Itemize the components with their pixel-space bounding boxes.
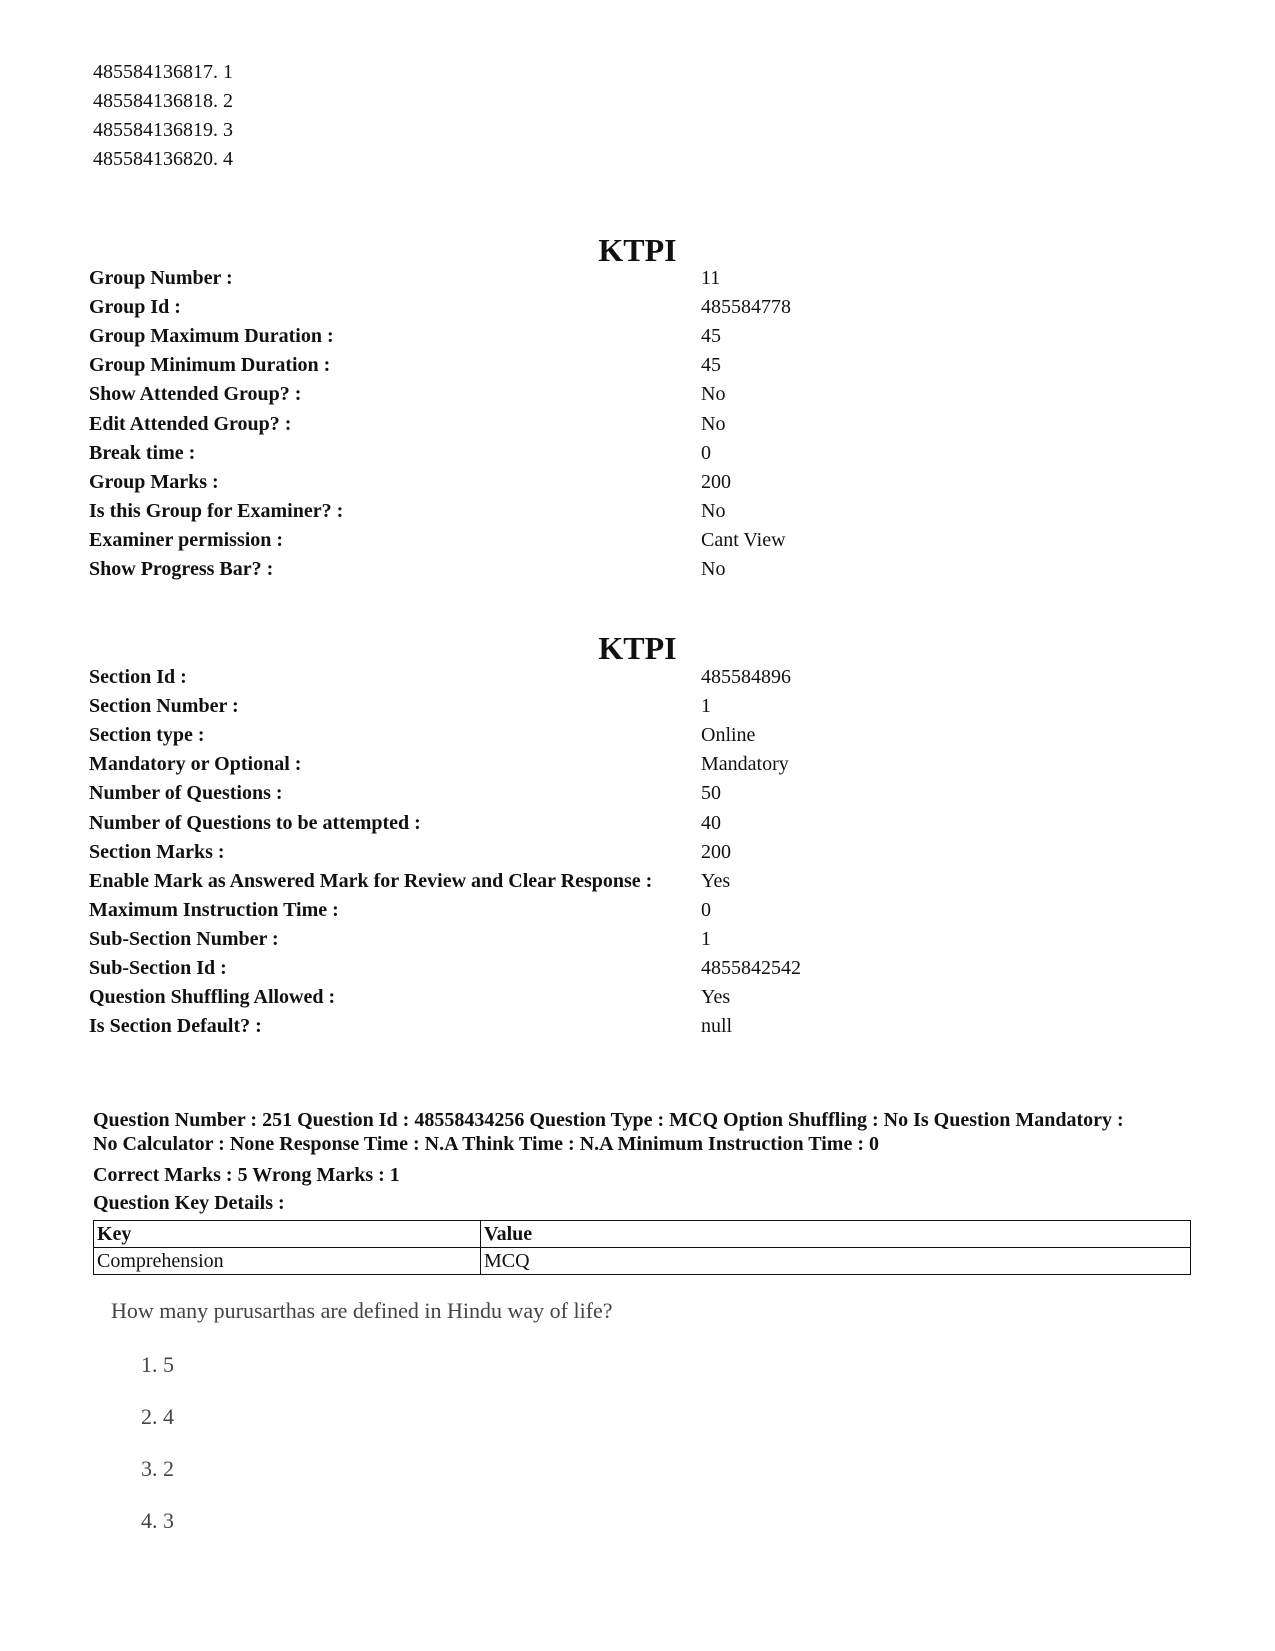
question-key-table	[93, 1220, 1191, 1275]
detail-label: Group Minimum Duration :	[89, 354, 331, 377]
detail-value: 45	[701, 325, 721, 348]
detail-value: 11	[701, 267, 721, 290]
detail-row	[89, 526, 1189, 555]
detail-row	[89, 497, 1189, 526]
detail-label: Is this Group for Examiner? :	[89, 499, 344, 522]
table-cell: MCQ	[481, 1248, 1191, 1275]
detail-row	[89, 663, 1189, 692]
detail-row	[89, 838, 1189, 867]
detail-value: 0	[701, 898, 711, 921]
detail-row	[89, 351, 1189, 380]
option-line: 485584136820. 4	[93, 148, 233, 170]
detail-label: Number of Questions :	[89, 782, 283, 805]
answer-option: 1. 5	[141, 1352, 174, 1377]
detail-row	[89, 1012, 1189, 1041]
section-title: KTPI	[598, 630, 677, 666]
detail-value: 200	[701, 470, 731, 493]
detail-label: Break time :	[89, 441, 196, 464]
detail-label: Number of Questions to be attempted :	[89, 811, 421, 834]
answer-option: 2. 4	[141, 1404, 174, 1429]
detail-row	[89, 896, 1189, 925]
detail-label: Question Shuffling Allowed :	[89, 986, 336, 1009]
detail-label: Show Attended Group? :	[89, 383, 302, 406]
detail-row	[89, 409, 1189, 438]
detail-label: Enable Mark as Answered Mark for Review and Clear Response :	[89, 869, 653, 892]
question-marks: Correct Marks : 5 Wrong Marks : 1	[93, 1164, 400, 1186]
detail-label: Sub-Section Number :	[89, 927, 279, 950]
detail-row	[89, 264, 1189, 293]
detail-label: Maximum Instruction Time :	[89, 898, 339, 921]
detail-value: Yes	[701, 986, 731, 1009]
detail-value: Cant View	[701, 528, 786, 551]
detail-label: Examiner permission :	[89, 528, 284, 551]
table-header-cell: Key	[94, 1221, 481, 1248]
detail-label: Group Maximum Duration :	[89, 325, 334, 348]
detail-label: Group Number :	[89, 267, 233, 290]
detail-row	[89, 750, 1189, 779]
question-meta	[93, 1108, 1203, 1156]
detail-value: Online	[701, 724, 756, 747]
detail-row	[89, 293, 1189, 322]
group-details	[89, 264, 1189, 584]
detail-value: 200	[701, 840, 731, 863]
question-meta-line: No Calculator : None Response Time : N.A Think Time : N.A Minimum Instruction Time : 0	[93, 1133, 879, 1155]
detail-row	[89, 322, 1189, 351]
table-row	[94, 1248, 1191, 1275]
detail-label: Edit Attended Group? :	[89, 412, 292, 435]
table-header-row	[94, 1221, 1191, 1248]
detail-row	[89, 808, 1189, 837]
detail-value: Mandatory	[701, 753, 789, 776]
answer-option: 4. 3	[141, 1508, 174, 1533]
detail-value: 0	[701, 441, 711, 464]
detail-label: Section type :	[89, 724, 205, 747]
detail-row	[89, 983, 1189, 1012]
detail-value: No	[701, 557, 726, 580]
detail-label: Show Progress Bar? :	[89, 557, 274, 580]
detail-label: Section Number :	[89, 695, 239, 718]
detail-row	[89, 954, 1189, 983]
detail-value: 485584896	[701, 666, 791, 689]
detail-value: Yes	[701, 869, 731, 892]
detail-row	[89, 468, 1189, 497]
group-title: KTPI	[598, 232, 677, 268]
detail-value: 1	[701, 695, 711, 718]
detail-row	[89, 380, 1189, 409]
question-text: How many purusarthas are defined in Hindu way of life?	[111, 1298, 613, 1323]
detail-row	[89, 692, 1189, 721]
table-header-cell: Value	[481, 1221, 1191, 1248]
previous-question-options	[93, 58, 233, 174]
detail-row	[89, 721, 1189, 750]
detail-value: No	[701, 499, 726, 522]
detail-row	[89, 555, 1189, 584]
detail-value: 50	[701, 782, 721, 805]
detail-label: Section Marks :	[89, 840, 225, 863]
detail-row	[89, 779, 1189, 808]
detail-value: No	[701, 412, 726, 435]
detail-label: Section Id :	[89, 666, 187, 689]
section-details	[89, 663, 1189, 1041]
detail-value: 45	[701, 354, 721, 377]
detail-label: Is Section Default? :	[89, 1015, 262, 1038]
question-meta-line: Question Number : 251 Question Id : 48558434256 Question Type : MCQ Option Shuffling : No Is Question Mandatory :	[93, 1109, 1124, 1131]
detail-label: Mandatory or Optional :	[89, 753, 302, 776]
detail-value: 485584778	[701, 296, 791, 319]
option-line: 485584136818. 2	[93, 90, 233, 112]
detail-value: 40	[701, 811, 721, 834]
detail-value: null	[701, 1015, 733, 1038]
detail-value: 4855842542	[701, 956, 801, 979]
detail-label: Group Id :	[89, 296, 181, 319]
detail-value: 1	[701, 927, 711, 950]
option-line: 485584136817. 1	[93, 61, 233, 83]
detail-label: Group Marks :	[89, 470, 219, 493]
detail-row	[89, 439, 1189, 468]
question-key-details-label: Question Key Details :	[93, 1192, 285, 1214]
answer-option: 3. 2	[141, 1456, 174, 1481]
option-line: 485584136819. 3	[93, 119, 233, 141]
detail-value: No	[701, 383, 726, 406]
detail-row	[89, 925, 1189, 954]
detail-row	[89, 867, 1189, 896]
detail-label: Sub-Section Id :	[89, 956, 227, 979]
table-cell: Comprehension	[94, 1248, 481, 1275]
